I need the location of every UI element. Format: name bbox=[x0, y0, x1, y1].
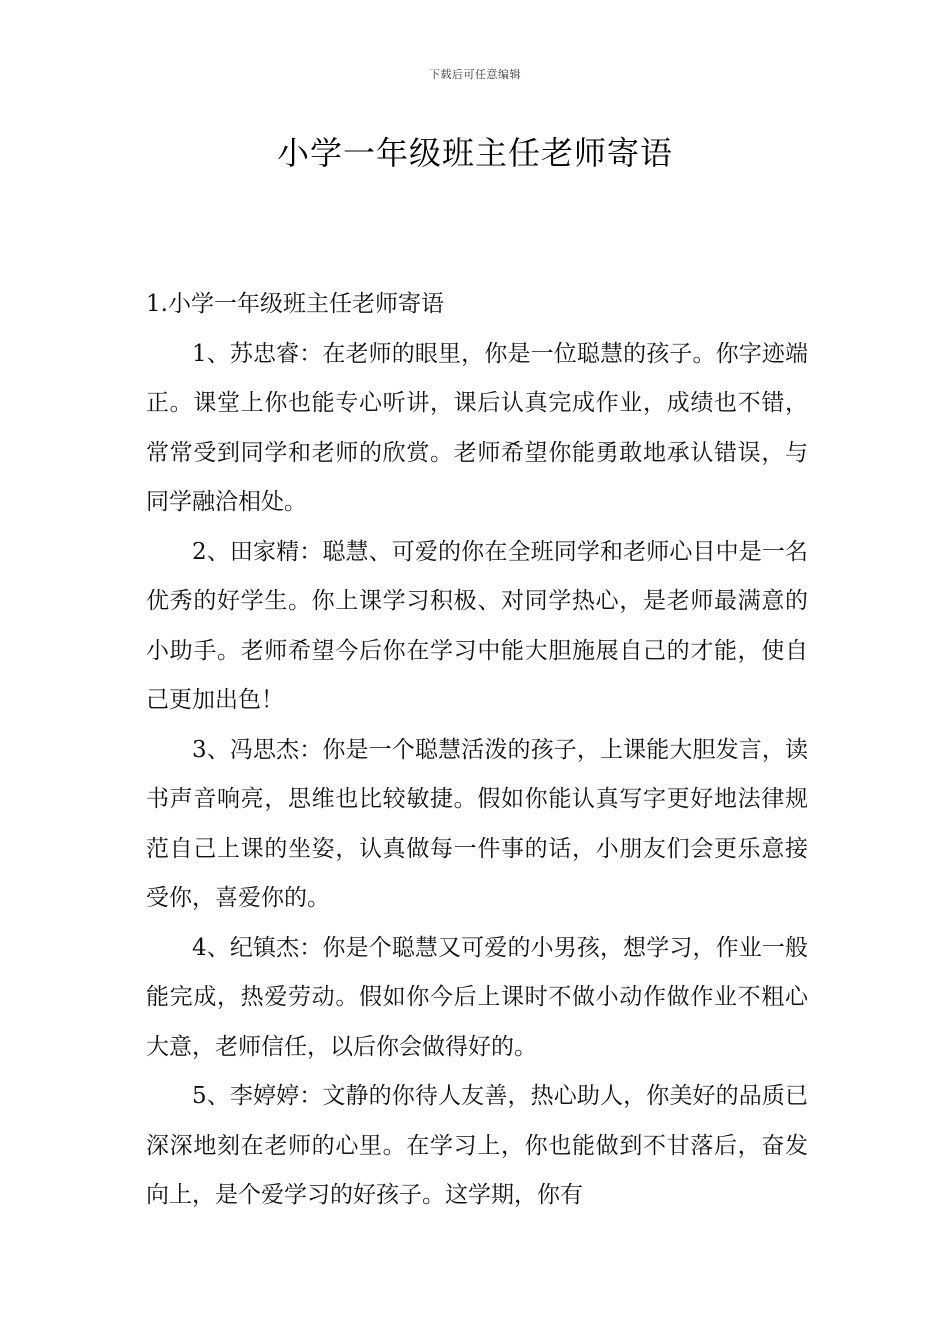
header-note: 下载后可任意编辑 bbox=[429, 68, 521, 81]
paragraph-3: 3、冯思杰：你是一个聪慧活泼的孩子，上课能大胆发言，读书声音响亮，思维也比较敏捷。假如你能认真写字更好地法律规范自己上课的坐姿，认真做每一件事的话，小朋友们会更乐意接受你，喜爱你的。 bbox=[146, 736, 808, 911]
paragraph-1: 1、苏忠睿：在老师的眼里，你是一位聪慧的孩子。你字迹端正。课堂上你也能专心听讲，课后认真完成作业，成绩也不错，常常受到同学和老师的欣赏。老师希望你能勇敢地承认错误，与同学融洽相处。 bbox=[146, 340, 808, 515]
paragraph-2: 2、田家精：聪慧、可爱的你在全班同学和老师心目中是一名优秀的好学生。你上课学习积极、对同学热心，是老师最满意的小助手。老师希望今后你在学习中能大胆施展自己的才能，使自己更加出色！ bbox=[146, 538, 808, 713]
paragraph-4: 4、纪镇杰：你是个聪慧又可爱的小男孩，想学习，作业一般能完成，热爱劳动。假如你今后上课时不做小动作做作业不粗心大意，老师信任，以后你会做得好的。 bbox=[146, 934, 808, 1060]
paragraph-5: 5、李婷婷：文静的你待人友善，热心助人，你美好的品质已深深地刻在老师的心里。在学习上，你也能做到不甘落后，奋发向上，是个爱学习的好孩子。这学期，你有 bbox=[146, 1083, 808, 1208]
document-title: 小学一年级班主任老师寄语 bbox=[276, 134, 673, 172]
section-heading: 1.小学一年级班主任老师寄语 bbox=[146, 291, 444, 317]
document-body bbox=[146, 280, 808, 1221]
